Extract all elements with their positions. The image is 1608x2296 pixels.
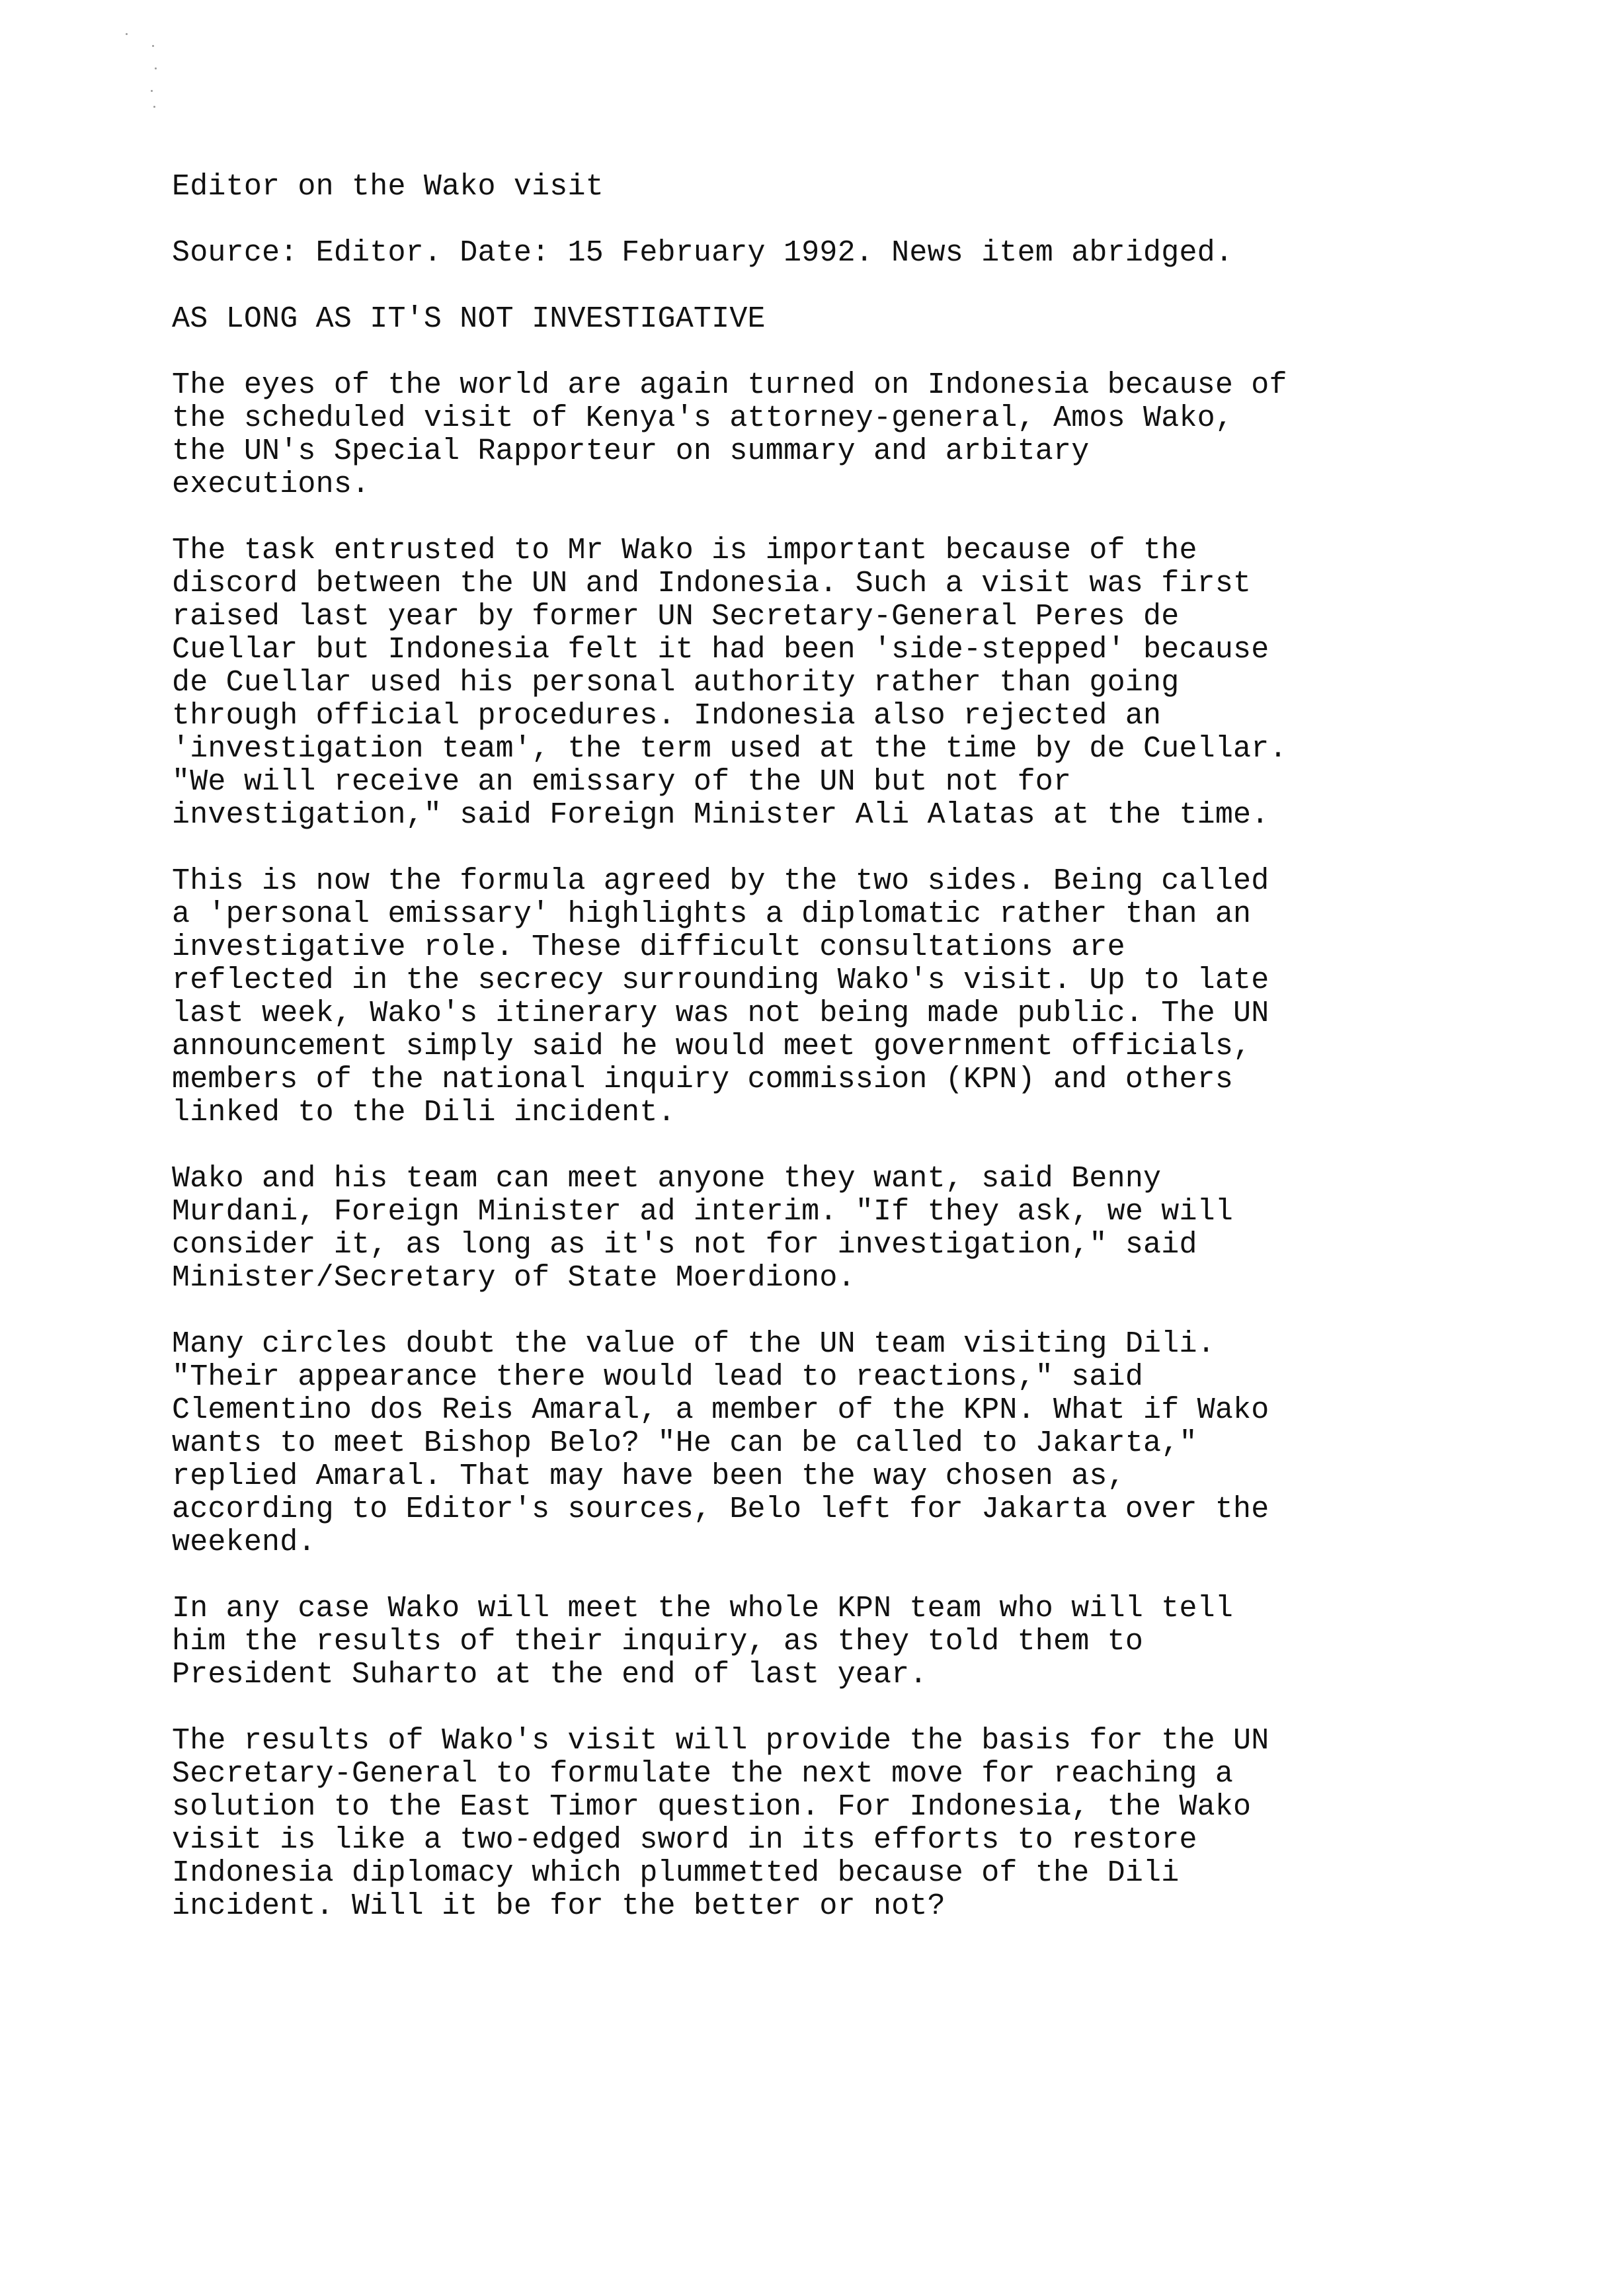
scan-specks [145, 26, 198, 119]
scan-speck [155, 67, 157, 69]
paragraph-7 [172, 1725, 1481, 1923]
paragraph-line: Minister/Secretary of State Moerdiono. [172, 1261, 856, 1295]
scan-speck [151, 90, 153, 92]
paragraph-line: the scheduled visit of Kenya's attorney-general, Amos Wako, [172, 401, 1234, 435]
paragraph-line: discord between the UN and Indonesia. Such a visit was first [172, 567, 1252, 600]
paragraph-line: weekend. [172, 1526, 316, 1559]
paragraph-line: 'investigation team', the term used at the time by de Cuellar. [172, 732, 1287, 766]
paragraph-line: de Cuellar used his personal authority rather than going [172, 666, 1180, 700]
paragraph-line: Secretary-General to formulate the next move for reaching a [172, 1757, 1234, 1791]
paragraph-line: executions. [172, 468, 370, 501]
paragraph-line: linked to the Dili incident. [172, 1096, 676, 1129]
paragraph-1 [172, 369, 1481, 501]
paragraph-line: raised last year by former UN Secretary-General Peres de [172, 600, 1180, 634]
paragraph-2 [172, 534, 1481, 832]
paragraph-line: wants to meet Bishop Belo? "He can be called to Jakarta," [172, 1426, 1197, 1460]
paragraph-line: visit is like a two-edged sword in its efforts to restore [172, 1823, 1197, 1857]
paragraph-line: Murdani, Foreign Minister ad interim. "If they ask, we will [172, 1195, 1234, 1229]
paragraph-line: Many circles doubt the value of the UN team visiting Dili. [172, 1327, 1215, 1361]
paragraph-line: incident. Will it be for the better or not? [172, 1889, 945, 1923]
paragraph-6 [172, 1592, 1481, 1692]
paragraph-line: The results of Wako's visit will provide the basis for the UN [172, 1724, 1269, 1758]
paragraph-line: The task entrusted to Mr Wako is important because of the [172, 534, 1197, 567]
paragraph-line: President Suharto at the end of last year. [172, 1658, 928, 1692]
paragraph-line: investigation," said Foreign Minister Ali Alatas at the time. [172, 798, 1269, 832]
paragraph-line: "Their appearance there would lead to reactions," said [172, 1360, 1144, 1394]
paragraph-line: solution to the East Timor question. For Indonesia, the Wako [172, 1790, 1252, 1824]
headline: AS LONG AS IT'S NOT INVESTIGATIVE [172, 302, 766, 336]
paragraph-line: announcement simply said he would meet government officials, [172, 1030, 1252, 1063]
paragraph-line: him the results of their inquiry, as they told them to [172, 1625, 1144, 1659]
paragraph-line: In any case Wako will meet the whole KPN team who will tell [172, 1592, 1234, 1625]
paragraph-line: members of the national inquiry commission (KPN) and others [172, 1063, 1234, 1096]
paragraph-line: investigative role. These difficult consultations are [172, 930, 1125, 964]
scan-speck [152, 45, 154, 47]
scan-speck [153, 106, 155, 108]
paragraph-line: The eyes of the world are again turned on Indonesia because of [172, 368, 1287, 402]
paragraph-line: "We will receive an emissary of the UN but not for [172, 765, 1072, 799]
paragraph-3 [172, 865, 1481, 1129]
paragraph-line: Wako and his team can meet anyone they want, said Benny [172, 1162, 1162, 1196]
paragraph-4 [172, 1163, 1481, 1295]
paragraph-line: replied Amaral. That may have been the way chosen as, [172, 1459, 1125, 1493]
scan-speck [126, 33, 128, 35]
paragraph-line: through official procedures. Indonesia also rejected an [172, 699, 1162, 733]
paragraph-line: a 'personal emissary' highlights a diplomatic rather than an [172, 897, 1252, 931]
document-body [172, 171, 1481, 1923]
paragraph-line: Indonesia diplomacy which plummetted because of the Dili [172, 1856, 1180, 1890]
paragraph-line: the UN's Special Rapporteur on summary and arbitary [172, 434, 1090, 468]
paragraph-line: reflected in the secrecy surrounding Wako's visit. Up to late [172, 964, 1269, 997]
paragraph-line: This is now the formula agreed by the two sides. Being called [172, 864, 1269, 898]
paragraph-line: consider it, as long as it's not for investigation," said [172, 1228, 1197, 1262]
paragraph-line: Cuellar but Indonesia felt it had been 'side-stepped' because [172, 633, 1269, 667]
source-line: Source: Editor. Date: 15 February 1992. News item abridged. [172, 236, 1234, 270]
paragraph-5 [172, 1328, 1481, 1559]
paragraph-line: according to Editor's sources, Belo left for Jakarta over the [172, 1493, 1269, 1526]
document-title: Editor on the Wako visit [172, 170, 604, 204]
paragraph-line: last week, Wako's itinerary was not being made public. The UN [172, 997, 1269, 1030]
paragraph-line: Clementino dos Reis Amaral, a member of the KPN. What if Wako [172, 1393, 1269, 1427]
